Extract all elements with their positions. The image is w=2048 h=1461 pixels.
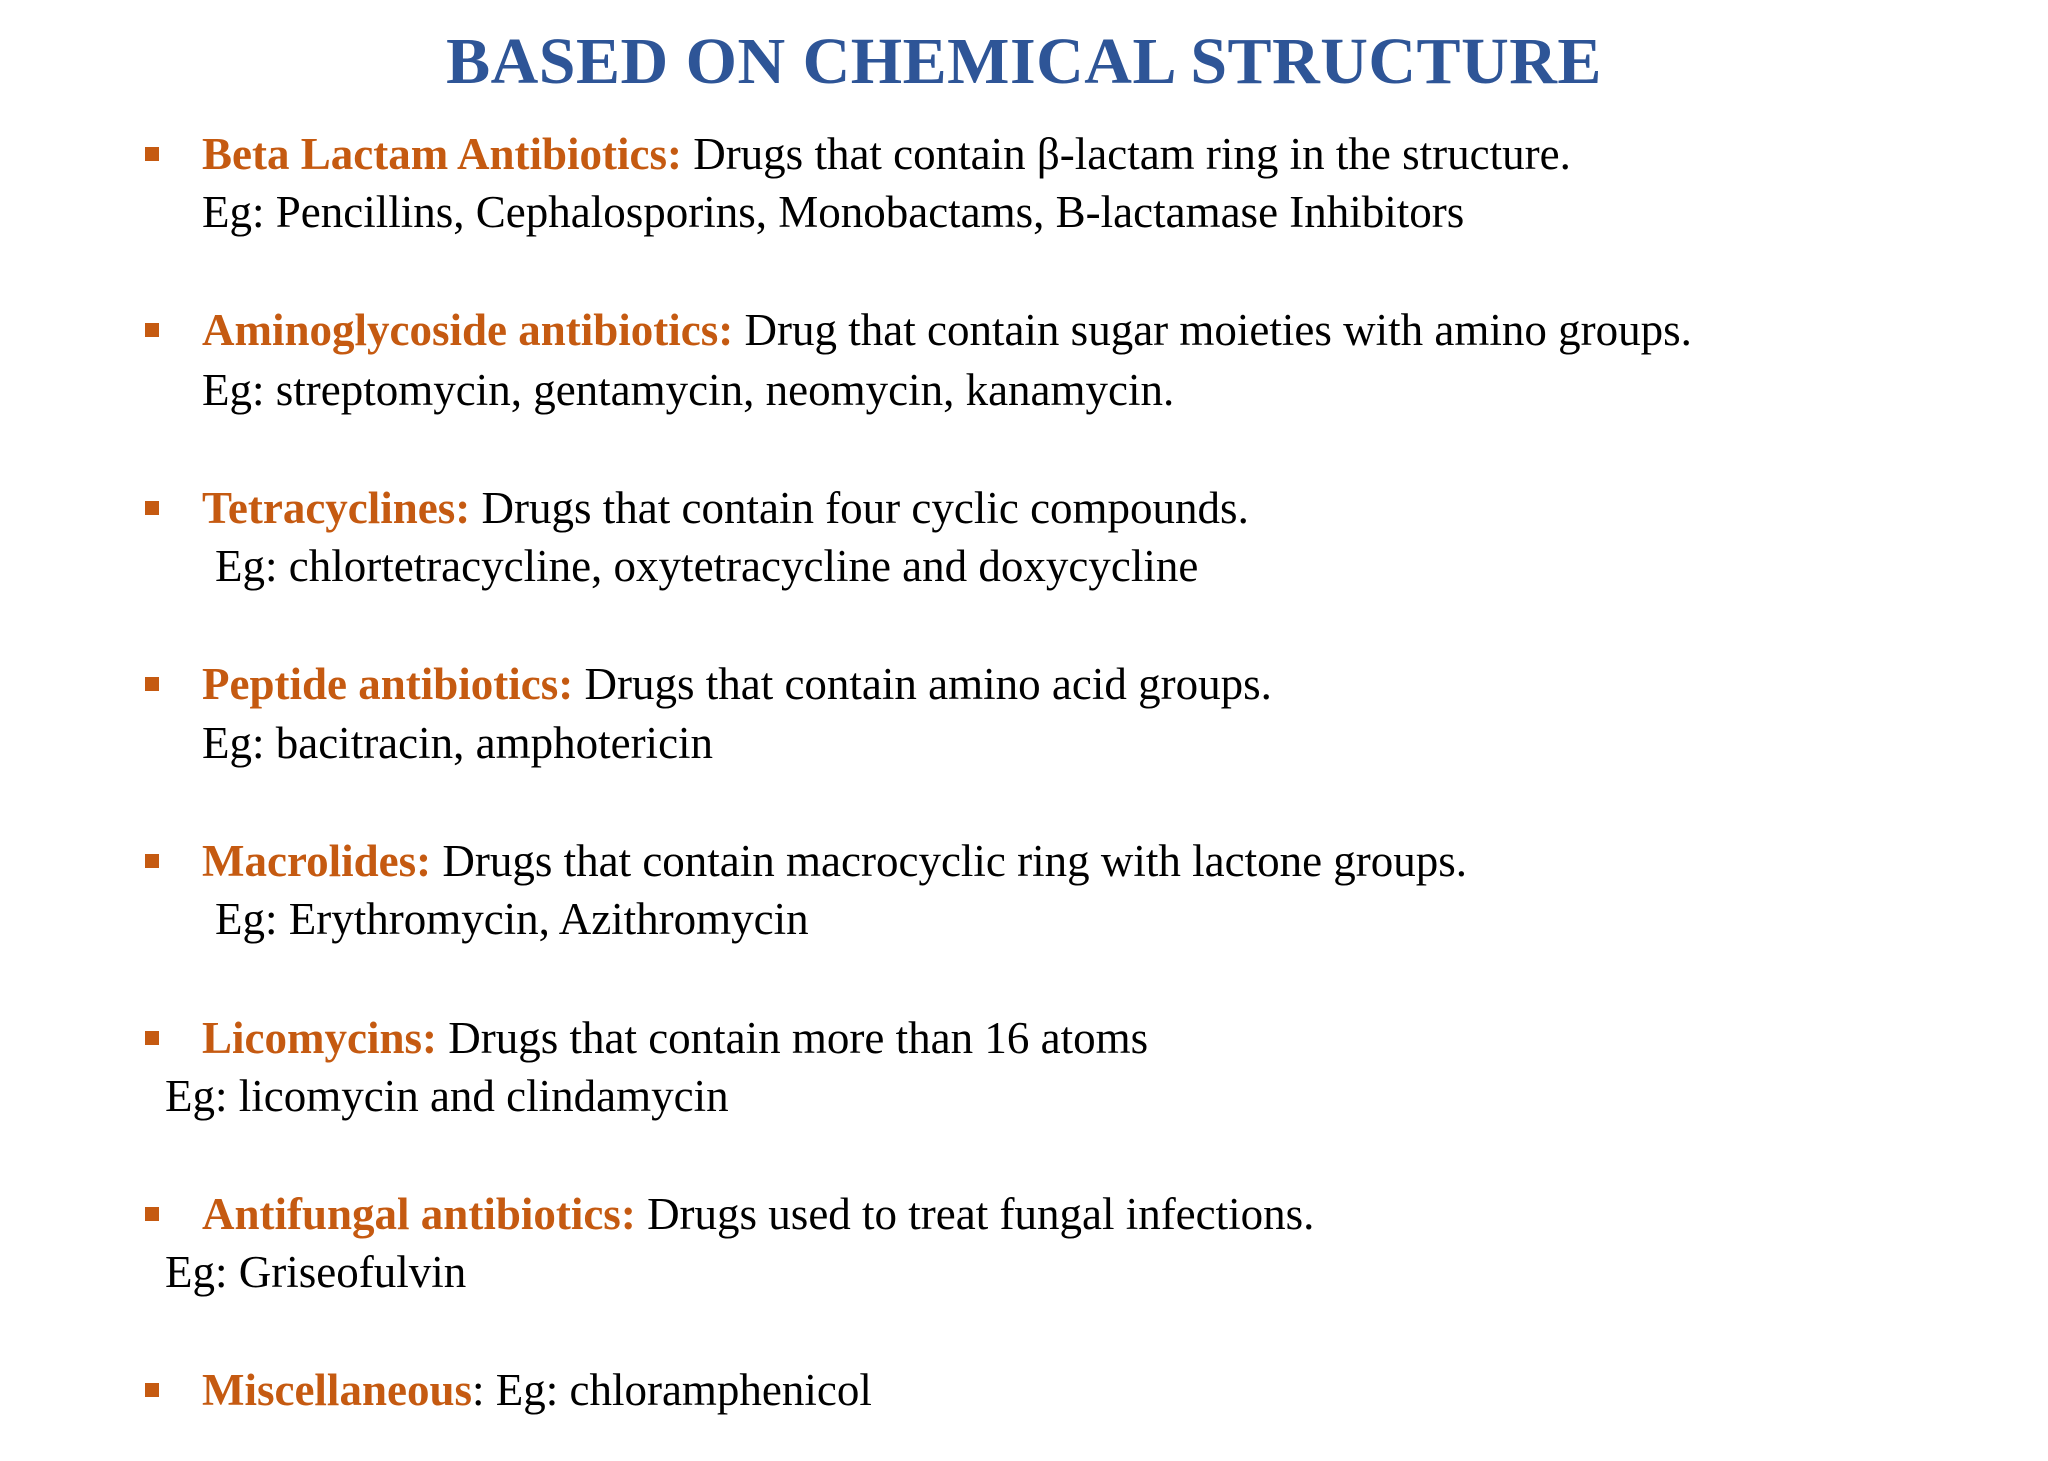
item-term: Licomycins:: [202, 1013, 437, 1063]
item-description: Drugs that contain amino acid groups.: [573, 659, 1272, 709]
item-definition: [202, 126, 1571, 182]
item-term: Aminoglycoside antibiotics:: [202, 305, 734, 355]
item-definition: [202, 1010, 1148, 1066]
item-term: Tetracyclines:: [202, 483, 471, 533]
item-definition: [202, 302, 1692, 358]
item-example: Eg: chlortetracycline, oxytetracycline and doxycycline: [215, 541, 1199, 591]
square-bullet-icon: [145, 854, 159, 868]
item-definition: [202, 1186, 1314, 1242]
item-definition: [202, 480, 1249, 536]
item-example: Eg: bacitracin, amphotericin: [202, 718, 714, 768]
item-example: Eg: licomycin and clindamycin: [165, 1071, 729, 1121]
square-bullet-icon: [145, 501, 159, 515]
item-definition: [202, 833, 1467, 889]
square-bullet-icon: [145, 677, 159, 691]
page-title: BASED ON CHEMICAL STRUCTURE: [446, 25, 1602, 98]
item-example: Eg: streptomycin, gentamycin, neomycin, kanamycin.: [202, 365, 1175, 415]
item-term: Beta Lactam Antibiotics:: [202, 129, 682, 179]
item-example: Eg: Erythromycin, Azithromycin: [215, 894, 809, 944]
item-term: Macrolides:: [202, 836, 432, 886]
item-term: Miscellaneous: [202, 1365, 472, 1415]
item-definition: [202, 1362, 872, 1418]
square-bullet-icon: [145, 1207, 159, 1221]
item-description: Drugs that contain macrocyclic ring with lactone groups.: [431, 836, 1468, 886]
square-bullet-icon: [145, 323, 159, 337]
item-description: Drugs used to treat fungal infections.: [635, 1189, 1315, 1239]
item-description: Drugs that contain more than 16 atoms: [436, 1013, 1149, 1063]
square-bullet-icon: [145, 1383, 159, 1397]
square-bullet-icon: [145, 1031, 159, 1045]
item-description: Drugs that contain β-lactam ring in the structure.: [681, 129, 1571, 179]
item-description: Drugs that contain four cyclic compounds.: [470, 483, 1249, 533]
item-example: Eg: Pencillins, Cephalosporins, Monobactams, B-lactamase Inhibitors: [202, 187, 1465, 237]
square-bullet-icon: [145, 147, 159, 161]
item-description: : Eg: chloramphenicol: [471, 1365, 872, 1415]
item-example: Eg: Griseofulvin: [165, 1247, 467, 1297]
item-definition: [202, 656, 1272, 712]
item-term: Peptide antibiotics:: [202, 659, 574, 709]
item-description: Drug that contain sugar moieties with amino groups.: [733, 305, 1692, 355]
item-term: Antifungal antibiotics:: [202, 1189, 636, 1239]
